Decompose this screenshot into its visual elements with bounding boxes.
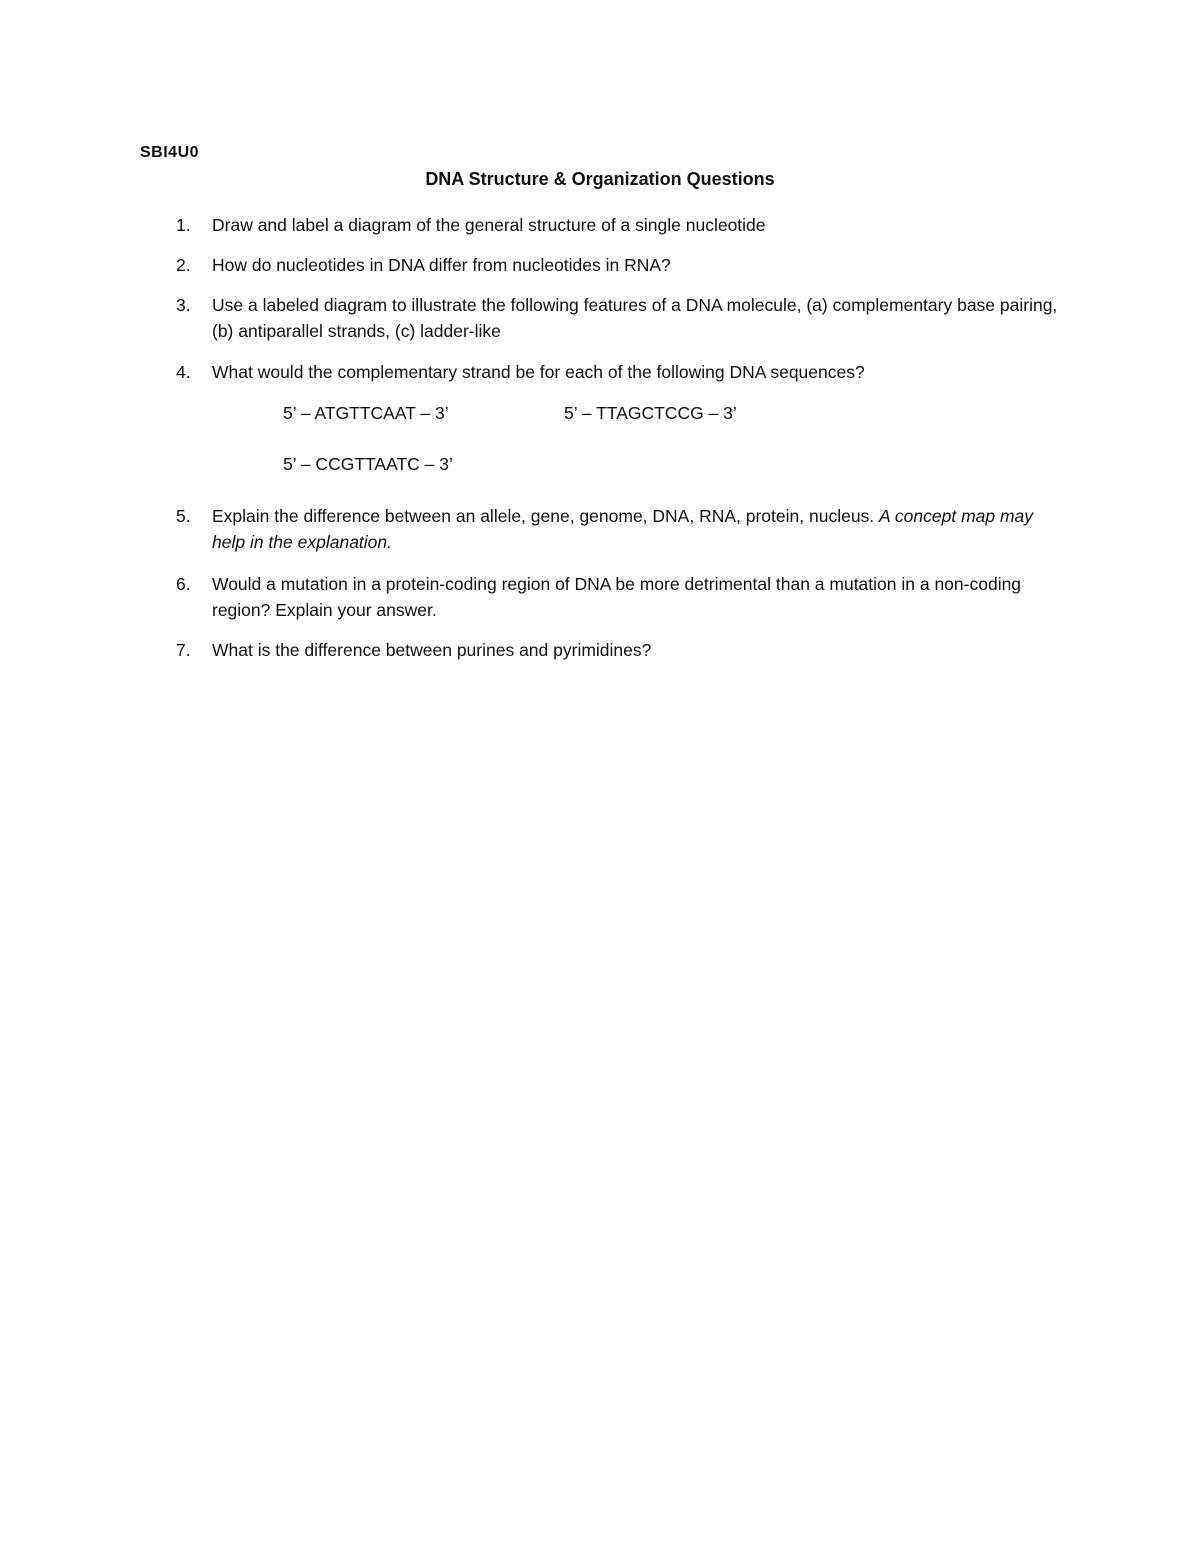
question-1 bbox=[176, 212, 1066, 238]
question-number: 4. bbox=[176, 362, 191, 382]
document-title: DNA Structure & Organization Questions bbox=[425, 169, 775, 189]
question-number: 2. bbox=[176, 255, 191, 275]
question-text: Would a mutation in a protein-coding region of DNA be more detrimental than a mutation in a non-coding region? Explain your answer. bbox=[212, 574, 1022, 620]
dna-sequence-2: 5’ – TTAGCTCCG – 3’ bbox=[564, 403, 737, 423]
course-code: SBI4U0 bbox=[140, 144, 200, 161]
question-number: 7. bbox=[176, 640, 191, 660]
question-number: 6. bbox=[176, 574, 191, 594]
question-4 bbox=[176, 359, 1066, 385]
question-text: Draw and label a diagram of the general structure of a single nucleotide bbox=[212, 215, 766, 235]
question-hint-text: A concept map may help in the explanation. bbox=[212, 506, 1034, 552]
dna-sequence-3: 5’ – CCGTTAATC – 3’ bbox=[283, 454, 453, 474]
question-7 bbox=[176, 637, 1066, 663]
question-number: 5. bbox=[176, 506, 191, 526]
question-text: What is the difference between purines and pyrimidines? bbox=[212, 640, 652, 660]
question-text: How do nucleotides in DNA differ from nucleotides in RNA? bbox=[212, 255, 671, 275]
question-number: 1. bbox=[176, 215, 191, 235]
question-3 bbox=[176, 292, 1066, 344]
question-text bbox=[212, 503, 1066, 555]
question-text: Use a labeled diagram to illustrate the following features of a DNA molecule, (a) complementary base pairing, (b) antiparallel strands, (c) ladder-like bbox=[212, 295, 1058, 341]
question-5 bbox=[176, 503, 1066, 555]
dna-sequence-1: 5’ – ATGTTCAAT – 3’ bbox=[283, 403, 449, 423]
question-main-text: Explain the difference between an allele, gene, genome, DNA, RNA, protein, nucleus. bbox=[212, 506, 880, 526]
question-text: What would the complementary strand be for each of the following DNA sequences? bbox=[212, 362, 865, 382]
question-6 bbox=[176, 571, 1066, 623]
question-2 bbox=[176, 252, 1066, 278]
question-number: 3. bbox=[176, 295, 191, 315]
